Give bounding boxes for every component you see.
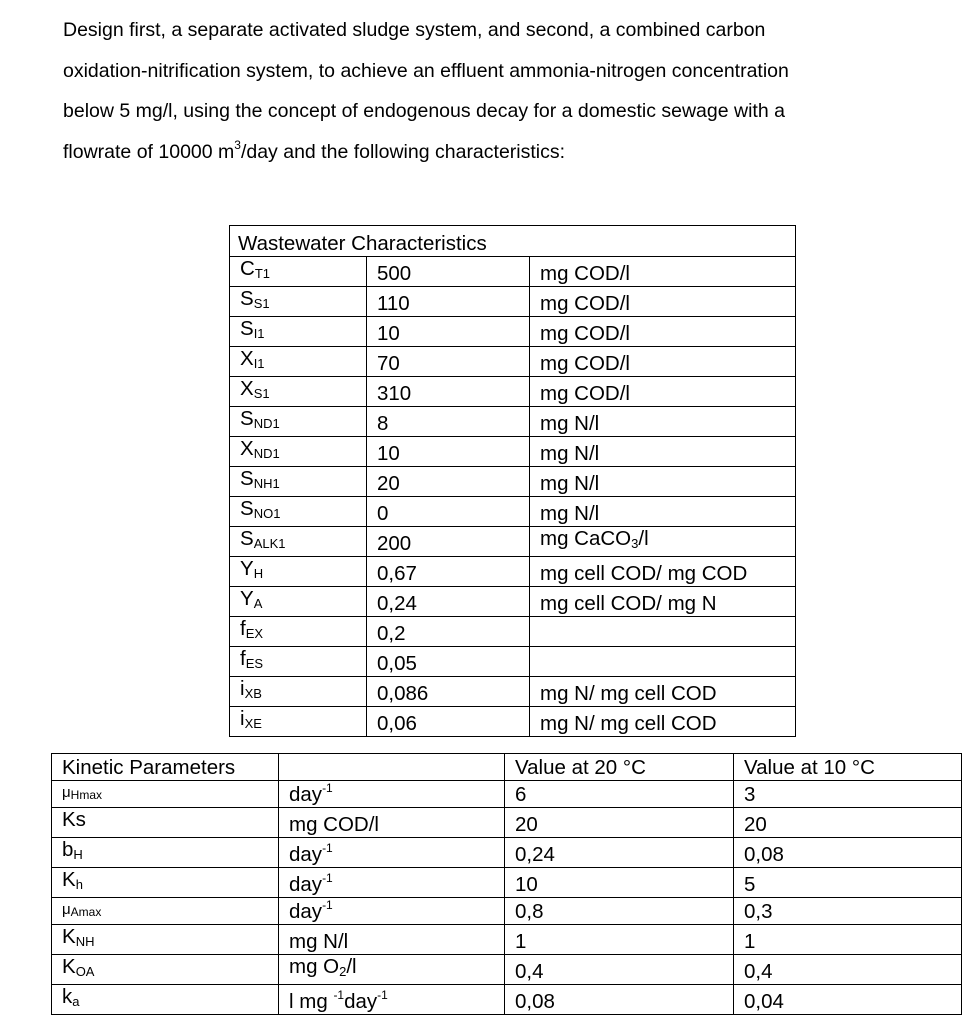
parameter-unit: mg COD/l	[530, 287, 796, 317]
parameter-value: 500	[367, 257, 530, 287]
parameter-symbol: $S_{ALK1}$	[230, 527, 367, 557]
parameter-unit: mg N/l	[530, 497, 796, 527]
kinetic-value-10c: 3	[734, 781, 962, 808]
parameter-symbol: $X_{S1}$	[230, 377, 367, 407]
parameter-symbol: $S_{S1}$	[230, 287, 367, 317]
wastewater-row	[230, 707, 796, 737]
wastewater-row	[230, 527, 796, 557]
kinetic-symbol: $k_a$	[52, 985, 279, 1015]
parameter-symbol: $S_{I1}$	[230, 317, 367, 347]
parameter-symbol: $Y_H$	[230, 557, 367, 587]
kinetic-header-unit	[279, 754, 505, 781]
parameter-value: 0,086	[367, 677, 530, 707]
parameter-unit: mg N/ mg cell COD	[530, 707, 796, 737]
wastewater-row	[230, 557, 796, 587]
wastewater-row	[230, 257, 796, 287]
kinetic-header-20c: Value at 20 °C	[505, 754, 734, 781]
wastewater-table-title: Wastewater Characteristics	[230, 226, 796, 257]
parameter-value: 0,2	[367, 617, 530, 647]
kinetic-value-10c: 1	[734, 925, 962, 955]
kinetic-row	[52, 955, 962, 985]
kinetic-value-20c: 0,08	[505, 985, 734, 1015]
problem-line-1: Design first, a separate activated sludge system, and second, a combined carbon	[63, 19, 766, 41]
parameter-value: 70	[367, 347, 530, 377]
wastewater-row	[230, 617, 796, 647]
kinetic-header-name: Kinetic Parameters	[52, 754, 279, 781]
kinetic-symbol: $\mu_{Hmax}$	[52, 781, 279, 808]
parameter-symbol: $f_{ES}$	[230, 647, 367, 677]
kinetic-unit: day$^{-1}$	[279, 868, 505, 898]
wastewater-characteristics-table	[229, 225, 796, 737]
parameter-symbol: $S_{NH1}$	[230, 467, 367, 497]
kinetic-symbol: $K_{OA}$	[52, 955, 279, 985]
kinetic-value-20c: 10	[505, 868, 734, 898]
parameter-value: 20	[367, 467, 530, 497]
wastewater-row	[230, 497, 796, 527]
parameter-value: 200	[367, 527, 530, 557]
kinetic-value-10c: 0,08	[734, 838, 962, 868]
kinetic-header-10c: Value at 10 °C	[734, 754, 962, 781]
parameter-unit	[530, 617, 796, 647]
kinetic-symbol: $\mu_{Amax}$	[52, 898, 279, 925]
kinetic-value-10c: 0,4	[734, 955, 962, 985]
wastewater-row	[230, 677, 796, 707]
parameter-unit: mg COD/l	[530, 377, 796, 407]
parameter-symbol: $i_{XE}$	[230, 707, 367, 737]
kinetic-value-20c: 0,8	[505, 898, 734, 925]
parameter-value: 0,05	[367, 647, 530, 677]
parameter-value: 0	[367, 497, 530, 527]
parameter-symbol: $X_{ND1}$	[230, 437, 367, 467]
kinetic-value-20c: 0,24	[505, 838, 734, 868]
kinetic-value-20c: 6	[505, 781, 734, 808]
wastewater-row	[230, 377, 796, 407]
wastewater-row	[230, 287, 796, 317]
parameter-value: 310	[367, 377, 530, 407]
parameter-unit: mg COD/l	[530, 257, 796, 287]
kinetic-unit: day$^{-1}$	[279, 838, 505, 868]
kinetic-row	[52, 868, 962, 898]
kinetic-symbol: Ks	[52, 808, 279, 838]
wastewater-row	[230, 437, 796, 467]
wastewater-row	[230, 347, 796, 377]
parameter-unit: mg N/ mg cell COD	[530, 677, 796, 707]
kinetic-unit: mg COD/l	[279, 808, 505, 838]
wastewater-row	[230, 317, 796, 347]
kinetic-parameters-table	[51, 753, 962, 1015]
kinetic-value-10c: 0,04	[734, 985, 962, 1015]
parameter-symbol: $X_{I1}$	[230, 347, 367, 377]
kinetic-row	[52, 925, 962, 955]
wastewater-row	[230, 467, 796, 497]
parameter-unit: mg cell COD/ mg COD	[530, 557, 796, 587]
kinetic-unit: mg $O_2/l$	[279, 955, 505, 985]
wastewater-row	[230, 407, 796, 437]
parameter-value: 0,06	[367, 707, 530, 737]
wastewater-row	[230, 587, 796, 617]
parameter-symbol: $C_{T1}$	[230, 257, 367, 287]
problem-line-3: below 5 mg/l, using the concept of endogenous decay for a domestic sewage with a	[63, 100, 785, 122]
parameter-value: 110	[367, 287, 530, 317]
problem-line-2: oxidation-nitrification system, to achieve an effluent ammonia-nitrogen concentration	[63, 59, 789, 82]
parameter-symbol: $i_{XB}$	[230, 677, 367, 707]
kinetic-unit: mg N/l	[279, 925, 505, 955]
parameter-symbol: $f_{EX}$	[230, 617, 367, 647]
parameter-unit	[530, 647, 796, 677]
wastewater-row	[230, 647, 796, 677]
parameter-value: 0,24	[367, 587, 530, 617]
kinetic-value-20c: 20	[505, 808, 734, 838]
parameter-unit: mg COD/l	[530, 347, 796, 377]
parameter-unit: mg cell COD/ mg N	[530, 587, 796, 617]
kinetic-row	[52, 808, 962, 838]
kinetic-row	[52, 985, 962, 1015]
parameter-unit: mg N/l	[530, 407, 796, 437]
kinetic-value-10c: 0,3	[734, 898, 962, 925]
parameter-unit: mg COD/l	[530, 317, 796, 347]
problem-line-4: flowrate of 10000 $m^3$/day and the following characteristics:	[63, 137, 566, 163]
parameter-unit: mg N/l	[530, 437, 796, 467]
kinetic-symbol: $K_{NH}$	[52, 925, 279, 955]
parameter-unit: mg N/l	[530, 467, 796, 497]
kinetic-unit: l mg $^{-1}$day$^{-1}$	[279, 985, 505, 1015]
kinetic-unit: day$^{-1}$	[279, 781, 505, 808]
parameter-unit: mg CaCO$_3$/l	[530, 527, 796, 557]
kinetic-symbol: $b_H$	[52, 838, 279, 868]
kinetic-row	[52, 781, 962, 808]
kinetic-row	[52, 838, 962, 868]
kinetic-value-10c: 5	[734, 868, 962, 898]
kinetic-value-10c: 20	[734, 808, 962, 838]
parameter-value: 10	[367, 317, 530, 347]
kinetic-unit: day$^{-1}$	[279, 898, 505, 925]
parameter-symbol: $Y_A$	[230, 587, 367, 617]
parameter-value: 8	[367, 407, 530, 437]
parameter-value: 0,67	[367, 557, 530, 587]
parameter-value: 10	[367, 437, 530, 467]
kinetic-row	[52, 898, 962, 925]
parameter-symbol: $S_{ND1}$	[230, 407, 367, 437]
problem-statement	[63, 10, 958, 172]
kinetic-value-20c: 1	[505, 925, 734, 955]
kinetic-value-20c: 0,4	[505, 955, 734, 985]
parameter-symbol: $S_{NO1}$	[230, 497, 367, 527]
kinetic-symbol: $K_h$	[52, 868, 279, 898]
